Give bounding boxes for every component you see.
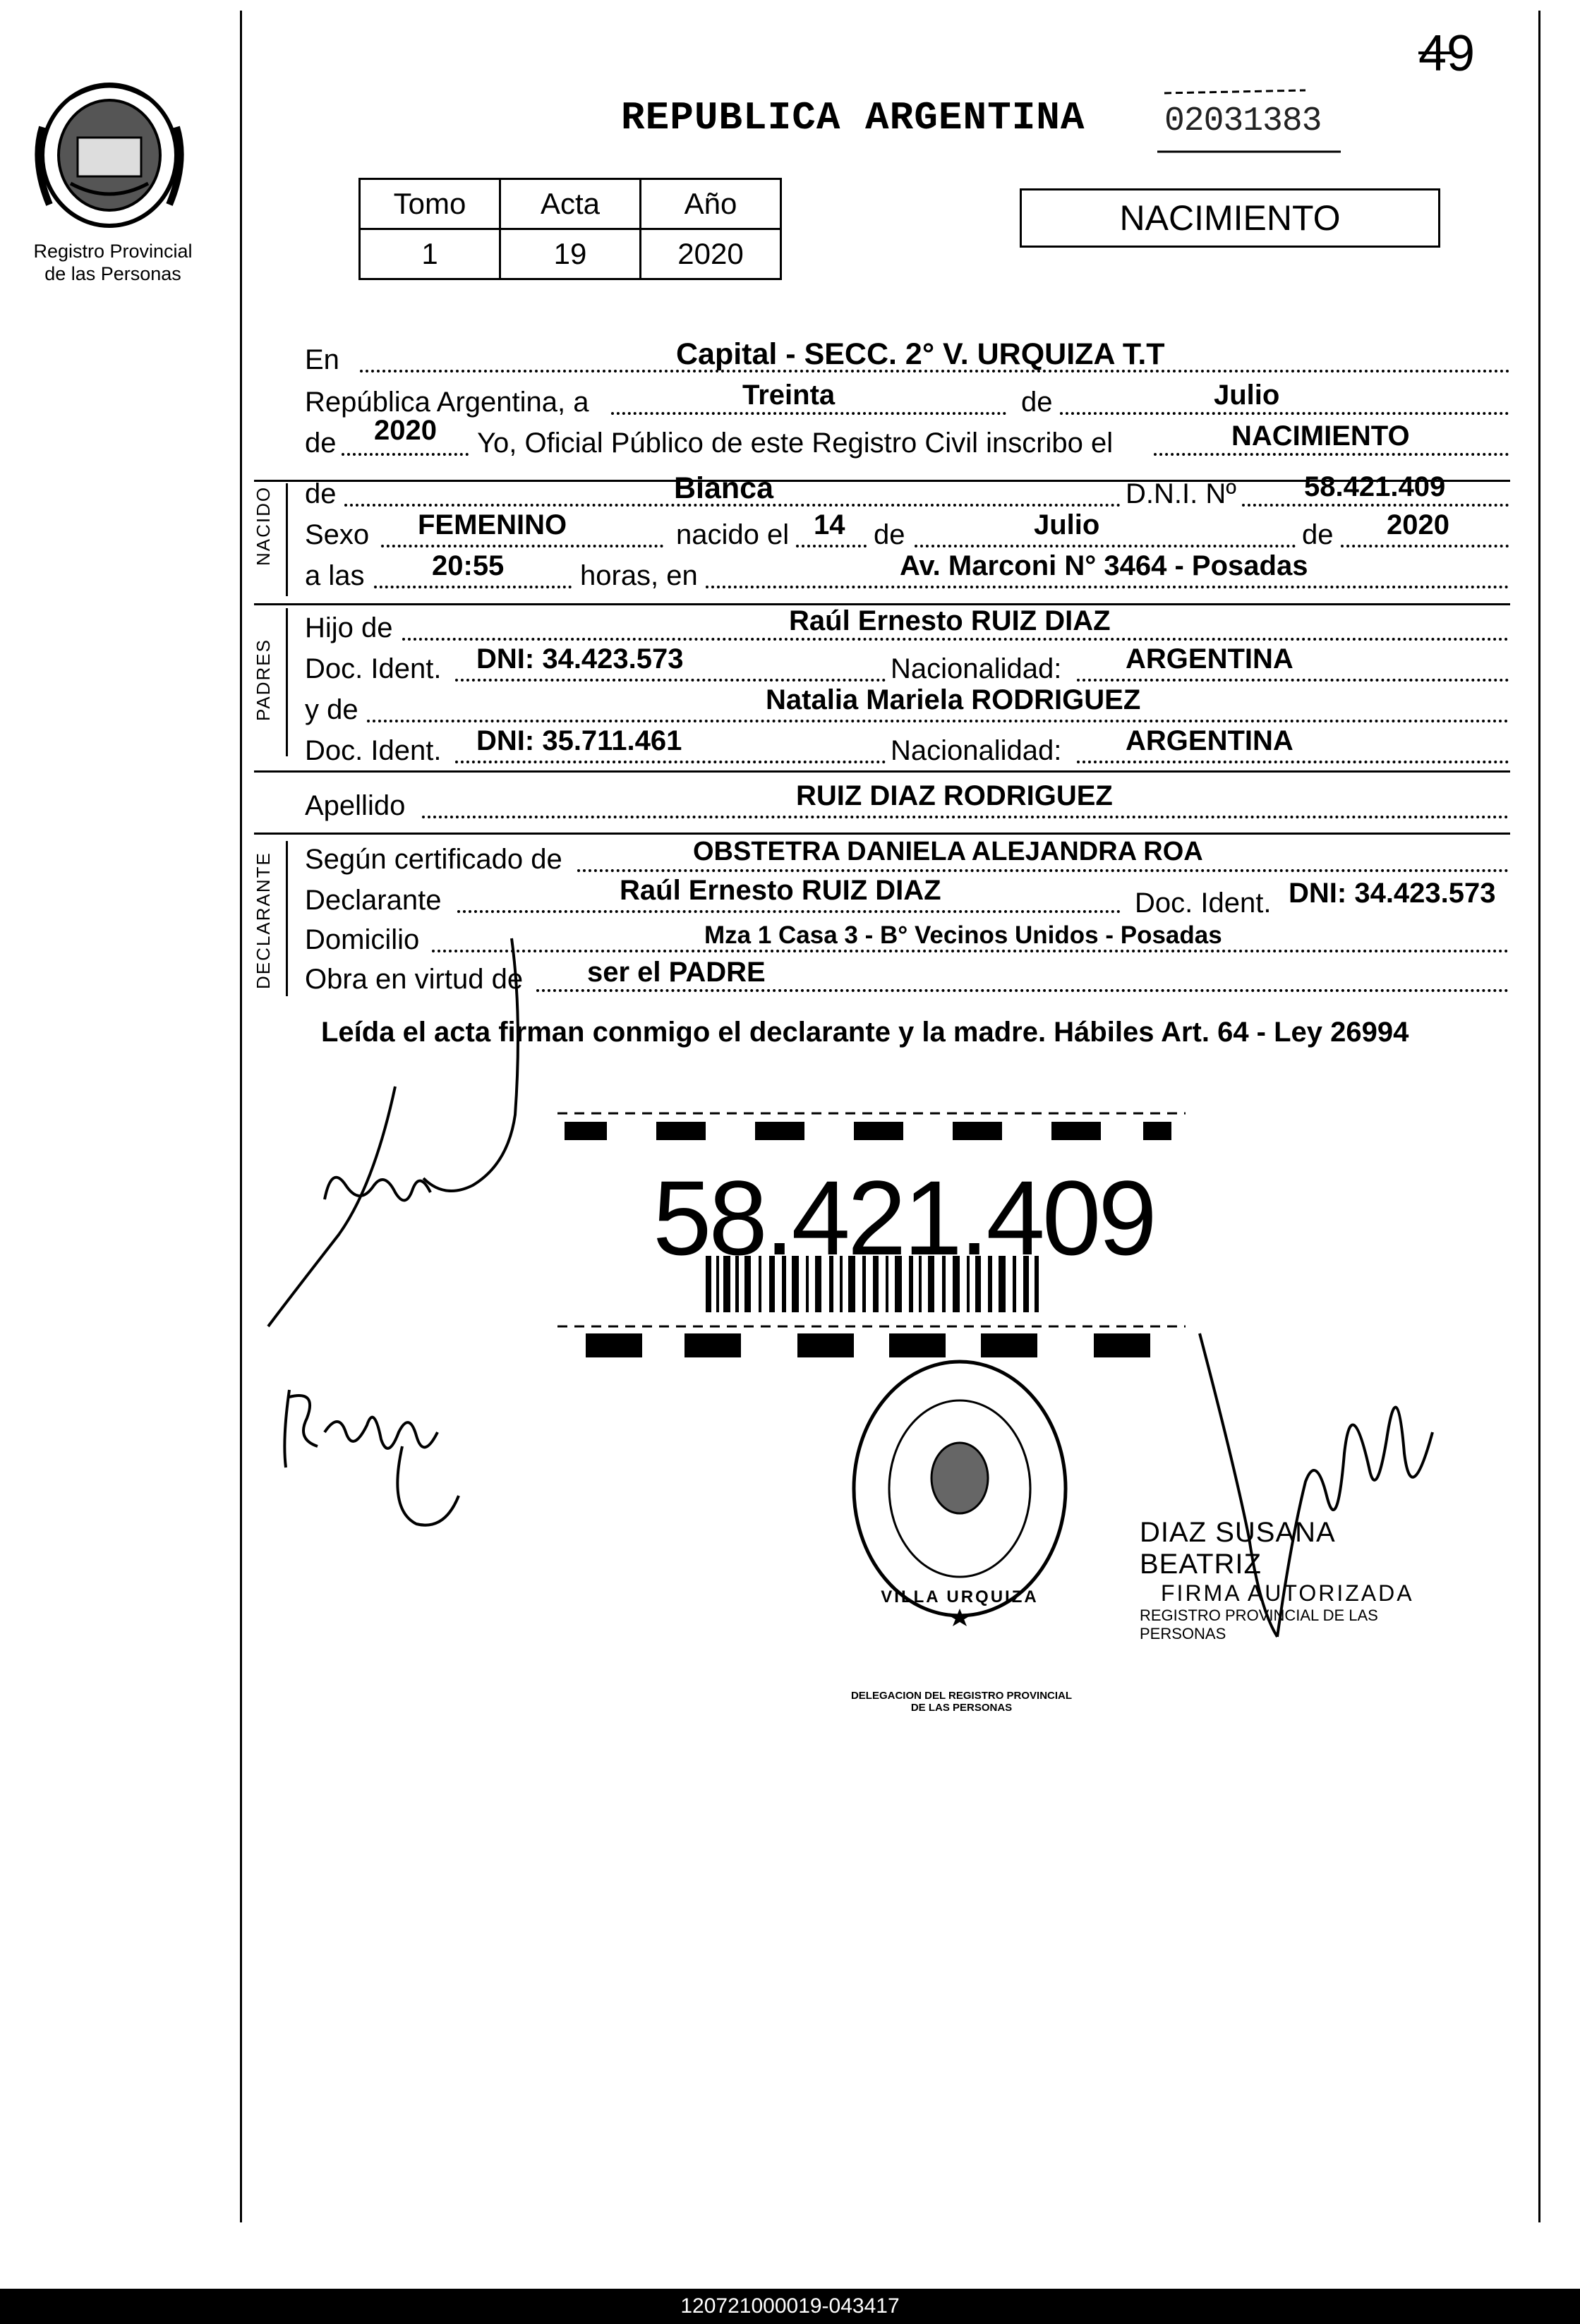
record-table [358,178,782,280]
record-value-tomo: 1 [360,229,500,279]
apellido-bottom-rule [254,833,1510,835]
record-header-acta: Acta [500,179,641,229]
mother-doc-label: Doc. Ident. [305,735,442,766]
birth-time-dots [374,586,572,588]
birth-day-value: 14 [814,509,845,540]
father-dni-value: DNI: 34.423.573 [476,643,684,674]
domicilio-value: Mza 1 Casa 3 - B° Vecinos Unidos - Posadas [704,921,1222,949]
record-value-acta: 19 [500,229,641,279]
delegation-seal [847,1340,1073,1679]
province-seal-logo [28,71,191,240]
birth-place-value: Av. Marconi N° 3464 - Posadas [900,550,1308,581]
logo-caption-line2: de las Personas [44,263,181,284]
year-dots [342,453,469,456]
nacido-bracket [286,483,288,596]
right-margin-line [1538,11,1540,2222]
padres-bottom-rule [254,770,1510,773]
surname-dots [422,816,1509,818]
horas-en-label: horas, en [580,560,698,591]
record-header-tomo: Tomo [360,179,500,229]
birth-place-dots [706,586,1509,588]
de-label-month: de [1021,387,1053,418]
father-nationality-label: Nacionalidad: [891,653,1062,684]
father-nationality-value: ARGENTINA [1126,643,1293,674]
mother-nationality-value: ARGENTINA [1126,725,1293,756]
mother-dni-dots [455,761,886,763]
declarante-dots [457,910,1121,913]
oficial-text: Yo, Oficial Público de este Registro Civil inscribo el [477,428,1114,459]
father-nationality-dots [1077,679,1509,682]
official-office: REGISTRO PROVINCIAL DE LAS PERSONAS [1140,1606,1378,1642]
serial-overline [1157,85,1313,97]
en-value: Capital - SECC. 2° V. URQUIZA T.T [676,337,1165,371]
obra-dots [536,989,1509,992]
domicilio-label: Domicilio [305,924,420,955]
hijo-de-label: Hijo de [305,612,393,643]
left-margin-line [240,11,242,2222]
birth-year-dots [1341,545,1509,547]
mother-nationality-dots [1077,761,1509,763]
record-type-box: NACIMIENTO [1020,188,1440,248]
record-header-anio: Año [641,179,781,229]
closing-text: Leída el acta firman conmigo el declarante y la madre. Hábiles Art. 64 - Ley 26994 [321,1017,1409,1048]
record-table-header-row [360,179,781,229]
dni-dots [1242,504,1509,507]
month-value: Julio [1214,380,1280,411]
birth-day-dots [796,545,867,547]
obra-value: ser el PADRE [587,957,766,988]
official-name: DIAZ SUSANA BEATRIZ [1140,1517,1334,1580]
serial-number: 02031383 [1164,102,1322,140]
republica-label: República Argentina, a [305,387,589,418]
act-dots [1154,453,1509,456]
birth-month-dots [915,545,1296,547]
father-doc-label: Doc. Ident. [305,653,442,684]
nacido-side-label: NACIDO [253,485,274,566]
country-title: REPUBLICA ARGENTINA [621,95,1085,140]
mother-signature [275,1369,473,1538]
declarant-signature [261,931,557,1340]
a-las-label: a las [305,560,365,591]
official-role: FIRMA AUTORIZADA [1161,1580,1414,1606]
page-number: 49 [1418,25,1476,82]
sexo-value: FEMENINO [418,509,567,540]
mother-nationality-label: Nacionalidad: [891,735,1062,766]
padres-side-label: PADRES [253,639,274,721]
year-value: 2020 [374,415,437,446]
y-de-label: y de [305,694,358,725]
dni-label: D.N.I. Nº [1126,478,1236,509]
birth-de-label: de [874,519,905,550]
certificado-label: Según certificado de [305,844,562,875]
seal-outer-text: DELEGACION DEL REGISTRO PROVINCIAL DE LAS PERSONAS [850,1690,1073,1714]
record-table-value-row [360,229,781,279]
day-dots [611,412,1006,415]
padres-bracket [286,608,288,756]
domicilio-dots [432,950,1509,952]
birth-month-value: Julio [1034,509,1100,540]
declarante-doc-label: Doc. Ident. [1135,888,1272,919]
birth-year-de-label: de [1302,519,1334,550]
day-value: Treinta [742,380,836,411]
certificado-value: OBSTETRA DANIELA ALEJANDRA ROA [693,837,1203,866]
birth-year-value: 2020 [1387,509,1449,540]
en-label: En [305,344,339,375]
sexo-dots [381,545,663,547]
surname-value: RUIZ DIAZ RODRIGUEZ [796,780,1113,811]
logo-caption-line1: Registro Provincial [33,241,193,262]
act-value: NACIMIENTO [1231,420,1410,452]
de-label-year: de [305,428,337,459]
official-signature [1193,1326,1461,1651]
mother-dni-value: DNI: 35.711.461 [476,725,682,756]
dni-value: 58.421.409 [1304,471,1446,502]
obra-label: Obra en virtud de [305,964,524,995]
sexo-label: Sexo [305,519,370,550]
certificado-dots [577,869,1509,872]
declarante-label: Declarante [305,885,442,916]
month-dots [1060,412,1509,415]
declarante-value: Raúl Ernesto RUIZ DIAZ [620,875,941,906]
name-de-label: de [305,478,337,509]
father-name-value: Raúl Ernesto RUIZ DIAZ [789,605,1111,636]
declarante-dni-value: DNI: 34.423.573 [1289,878,1496,909]
record-value-anio: 2020 [641,229,781,279]
mother-name-value: Natalia Mariela RODRIGUEZ [766,684,1141,715]
footer-code-bar: 120721000019-043417 [0,2289,1580,2324]
father-name-dots [402,638,1509,641]
apellido-label: Apellido [305,790,406,821]
name-value: Bianca [674,471,774,505]
mother-name-dots [367,720,1509,722]
logo-caption [14,240,212,285]
declarante-side-label: DECLARANTE [253,852,274,989]
seal-inner-text: VILLA URQUIZA [881,1587,1039,1606]
serial-underline [1157,148,1341,155]
nacido-el-label: nacido el [676,519,790,550]
father-dni-dots [455,679,886,682]
birth-time-value: 20:55 [432,550,505,581]
page-number-strike-mark [1418,49,1454,56]
sticker-dni-number: 58.421.409 [653,1158,1154,1277]
